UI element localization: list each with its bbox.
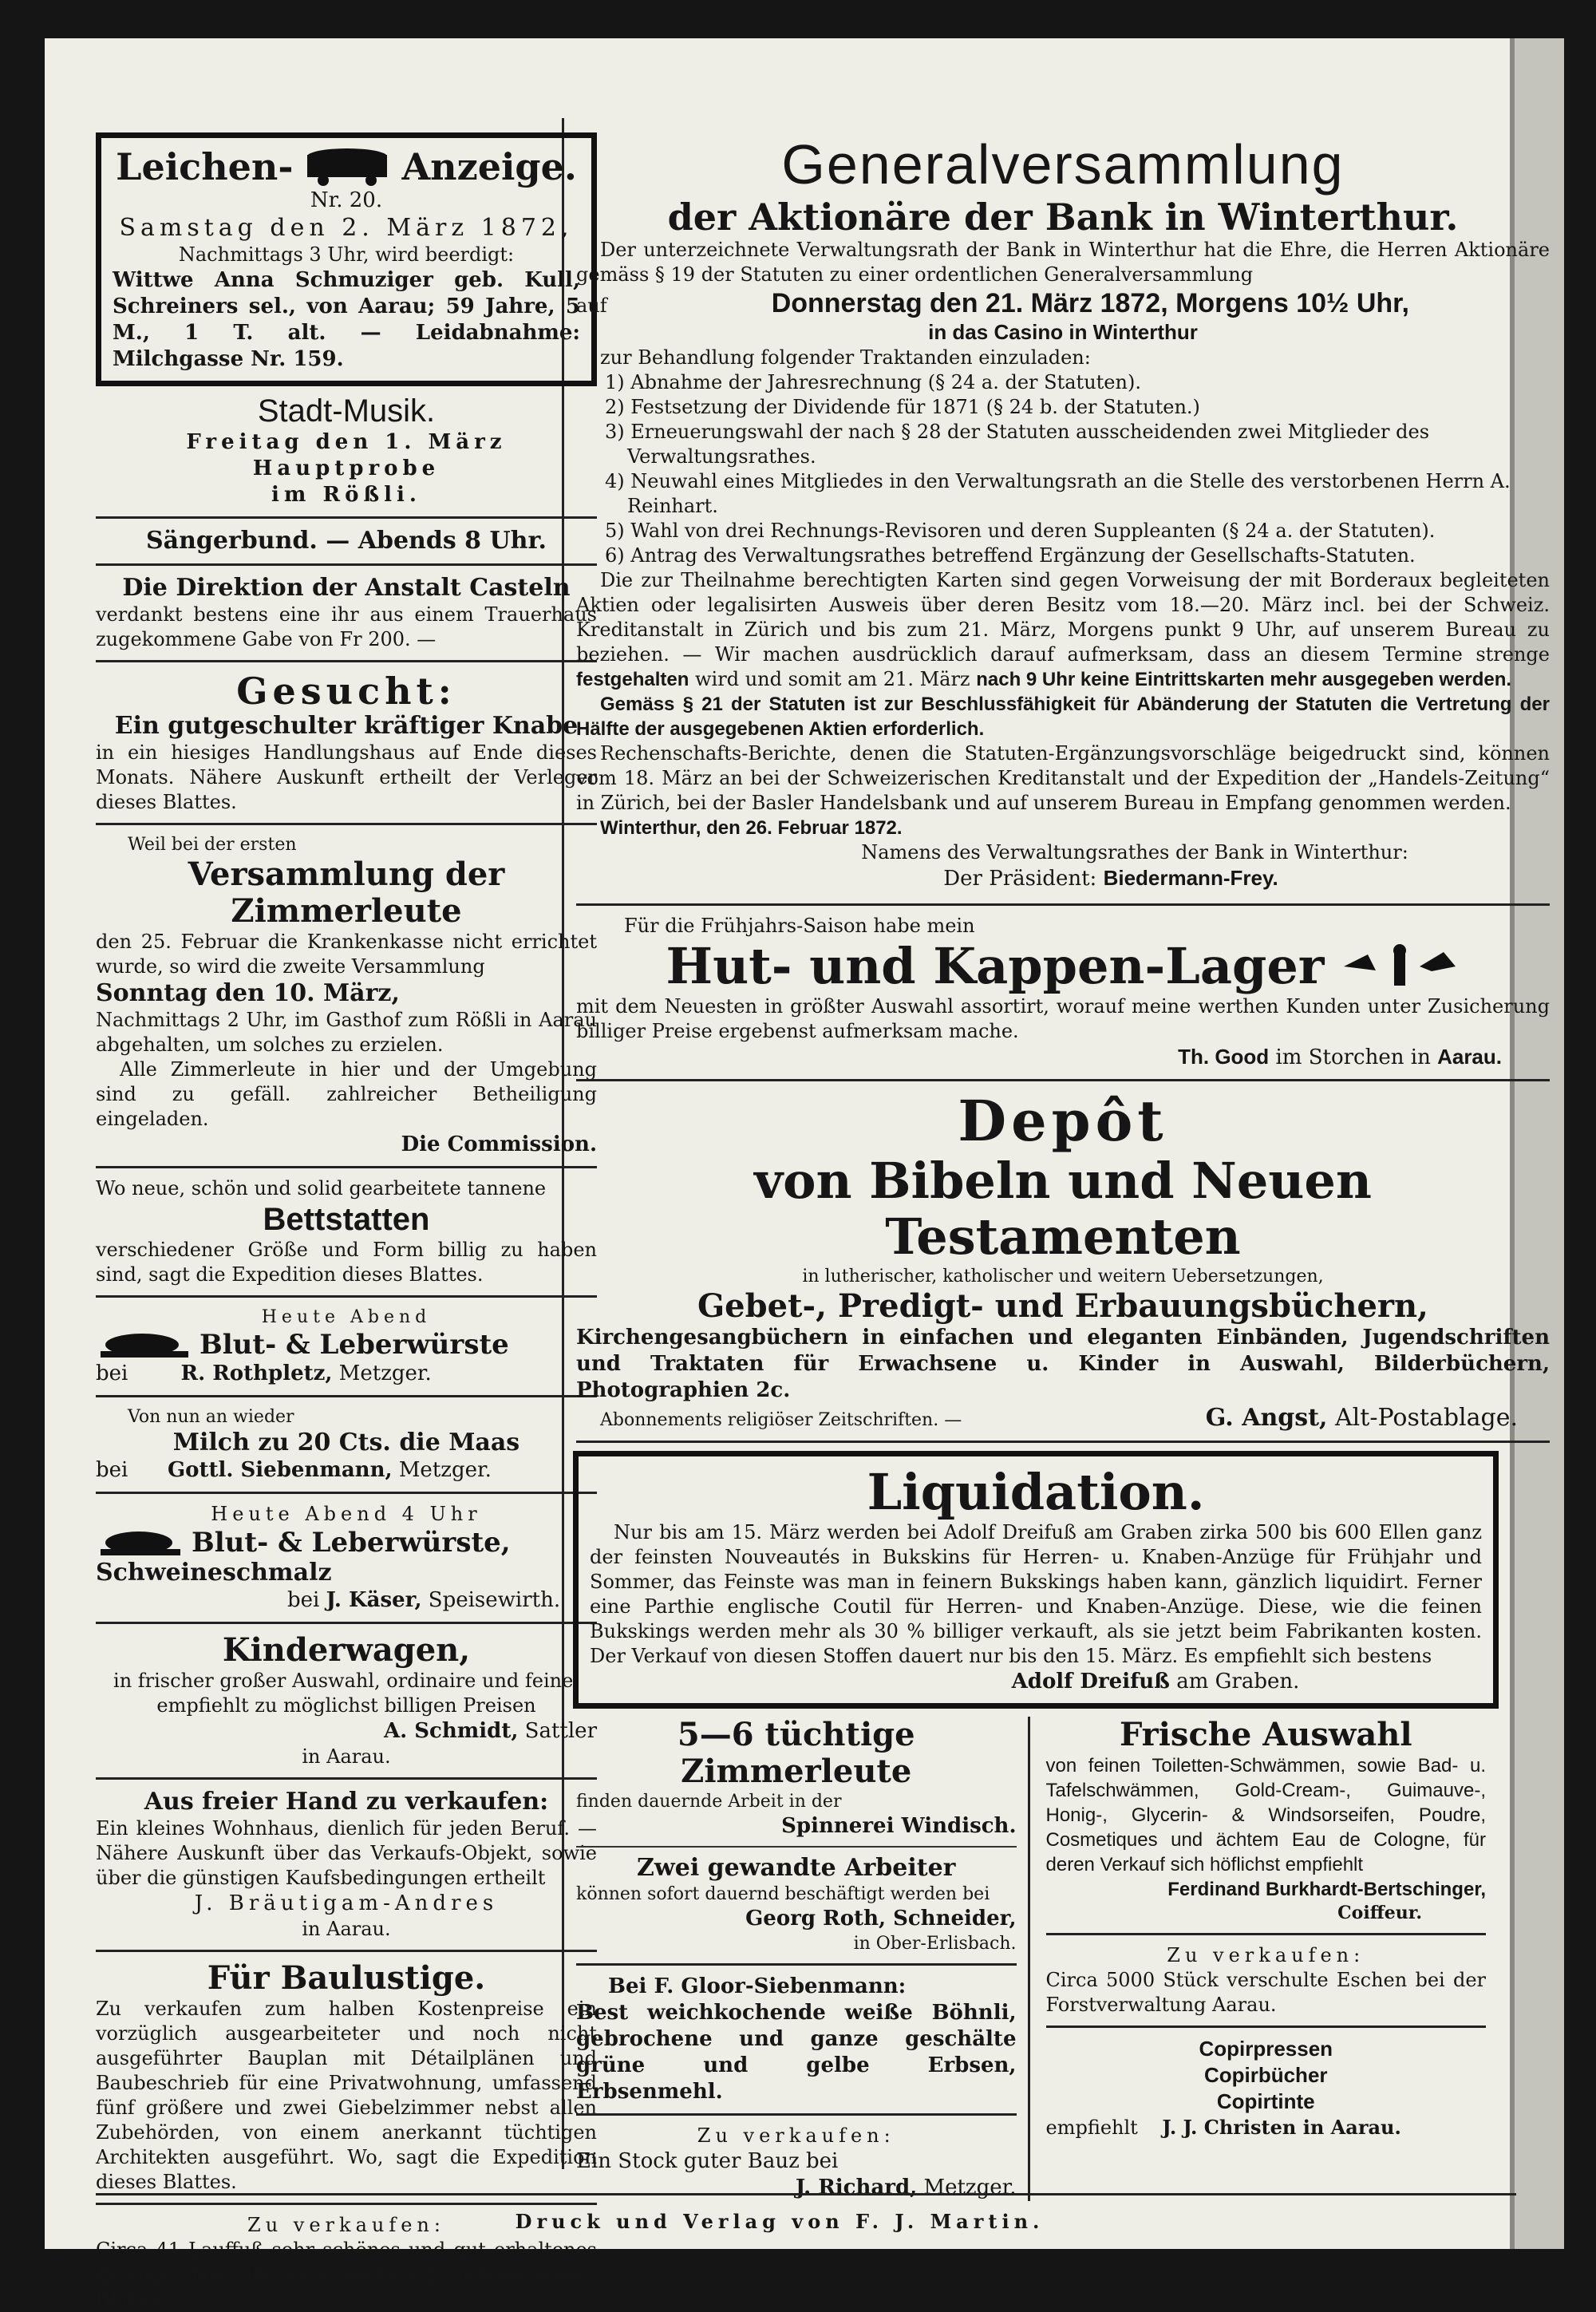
gv-item: 6) Antrag des Verwaltungsrathes betreffend Ergänzung der Gesellschafts-Statuten. xyxy=(605,544,1416,567)
copir-sign xyxy=(1046,2115,1487,2140)
copir-name: J. J. Christen in Aarau. xyxy=(1162,2116,1401,2139)
kinderwagen-trade: Sattler xyxy=(524,1719,597,1743)
baulustige-title: Für Baulustige. xyxy=(207,1959,486,1997)
divider xyxy=(576,903,1550,906)
gv-item: 4) Neuwahl eines Mitgliedes in den Verwaltungsrath an die Stelle des verstorbenen Herrn A. Reinhart. xyxy=(605,470,1511,517)
divider xyxy=(576,1079,1550,1081)
funeral-notice xyxy=(96,132,597,386)
kaeser-row xyxy=(96,1527,597,1559)
liquidation-place: am Graben. xyxy=(1176,1670,1300,1693)
divider xyxy=(96,1622,597,1624)
frische-trade: Coiffeur. xyxy=(1337,1903,1422,1923)
gloor-intro: Bei F. Gloor-Siebenmann: xyxy=(608,1974,907,1998)
copir-l3: Copirtinte xyxy=(1216,2089,1315,2113)
gv-trakt: zur Behandlung folgender Traktanden einzuladen: xyxy=(600,346,1091,369)
zimmerleute-text1: den 25. Februar die Krankenkasse nicht errichtet wurde, so wird die zweite Versammlung xyxy=(96,931,597,978)
pig-icon xyxy=(96,1527,184,1559)
gv-p1d: nach 9 Uhr keine Eintrittskarten mehr ausgegeben werden. xyxy=(976,669,1512,690)
liquidation-box xyxy=(573,1451,1499,1709)
gv-intro: Der unterzeichnete Verwaltungsrath der Bank in Winterthur hat die Ehre, die Herren Aktionäre gemäss § 19 der Statuten zu einer ordentlichen Generalversammlung xyxy=(576,239,1550,286)
divider xyxy=(96,1166,597,1168)
kaeser-line1: Heute Abend 4 Uhr xyxy=(211,1503,482,1525)
rothpletz-pre: bei xyxy=(96,1362,128,1385)
freihand-text: Ein kleines Wohnhaus, dienlich für jeden Beruf. — Nähere Auskunft über das Verkaufs-Objekt, sowie über die günstigen Kaufsbedingungen ertheilt xyxy=(96,1817,597,1889)
divider xyxy=(96,1492,597,1494)
divider xyxy=(1046,1933,1487,1935)
siebenmann-trade: Metzger. xyxy=(398,1458,492,1482)
gv-item: 1) Abnahme der Jahresrechnung (§ 24 a. der Statuten). xyxy=(605,371,1141,393)
funeral-number: Nr. 20. xyxy=(310,188,383,212)
depot-title1: Depôt xyxy=(958,1088,1168,1154)
right-column xyxy=(576,132,1550,2201)
arbeiter-title: Zwei gewandte Arbeiter xyxy=(637,1854,956,1882)
siebenmann-name: Gottl. Siebenmann, xyxy=(167,1458,393,1482)
rothpletz-sign xyxy=(96,1361,597,1387)
zimmerleute-text3: Alle Zimmerleute in hier und der Umgebung sind zu gefäll. zahlreicher Betheiligung eingeladen. xyxy=(96,1058,597,1130)
pig-icon xyxy=(96,1329,192,1361)
divider xyxy=(1046,2025,1487,2028)
rothpletz-name: R. Rothpletz, xyxy=(180,1362,333,1385)
divider xyxy=(96,1950,597,1952)
hut-mid: im Storchen in xyxy=(1275,1045,1431,1069)
divider xyxy=(96,516,597,519)
gv-p3: Rechenschafts-Berichte, denen die Statuten-Ergänzungsvorschläge beigedruckt sind, können vom 18. März an bei der Schweizerischen Kreditanstalt und der Expedition der „Handels-Zeitung“ in Zürich, bei der Basler Handelsbank und auf unserem Bureau in Empfang genommen werden. xyxy=(576,742,1550,814)
gv-title: Generalversammlung xyxy=(781,133,1345,196)
siebenmann-line1: Von nun an wieder xyxy=(128,1407,294,1427)
zimmerleute2-title: 5—6 tüchtige Zimmerleute xyxy=(677,1716,915,1790)
bauz-name: J. Richard, xyxy=(795,2176,918,2199)
gv-item: 5) Wahl von drei Rechnungs-Revisoren und deren Suppleanten (§ 24 a. der Statuten). xyxy=(605,520,1436,542)
stadtmusik-title: Stadt-Musik. xyxy=(257,393,436,429)
funeral-text: Wittwe Anna Schmuziger geb. Kull, Schreiners sel., von Aarau; 59 Jahre, 5 M., 1 T. alt. — Leidabnahme: Milchgasse Nr. 159. xyxy=(113,268,580,371)
depot-line4: Abonnements religiöser Zeitschriften. — xyxy=(600,1410,962,1430)
gv-auf: auf xyxy=(576,294,607,317)
gv-sign2-pre: Der Präsident: xyxy=(943,867,1097,891)
gv-p1c: wird und somit am 21. März xyxy=(695,668,970,690)
gv-items xyxy=(576,370,1550,568)
liquidation-title: Liquidation. xyxy=(867,1463,1205,1521)
gv-p2: Gemäss § 21 der Statuten ist zur Beschlussfähigkeit für Abänderung der Statuten die Vertretung der Hälfte der ausgegebenen Aktien erforderlich. xyxy=(576,694,1550,740)
bauz-text: Ein Stock guter Bauz bei xyxy=(576,2149,839,2173)
divider xyxy=(576,1963,1017,1966)
eschen-text: Circa 5000 Stück verschulte Eschen bei der Forstverwaltung Aarau. xyxy=(1045,1969,1486,2016)
saengerbund: Sängerbund. — Abends 8 Uhr. xyxy=(146,527,547,555)
kinderwagen-sign xyxy=(96,1718,597,1745)
frische-title: Frische Auswahl xyxy=(1119,1716,1412,1753)
kaeser-trade: Speisewirth. xyxy=(428,1588,561,1612)
arbeiter-place: in Ober-Erlisbach. xyxy=(853,1934,1017,1954)
hut-name: Th. Good xyxy=(1178,1045,1270,1069)
gv-item: 3) Erneuerungswahl der nach § 28 der Statuten ausscheidenden zwei Mitglieder des Verwaltungsrathes. xyxy=(605,421,1430,468)
freihand-name: J. Bräutigam-Andres xyxy=(194,1891,499,1915)
liquidation-sign xyxy=(590,1669,1482,1695)
gv-item: 2) Festsetzung der Dividende für 1871 (§ 24 b. der Statuten.) xyxy=(605,396,1200,418)
frische-name: Ferdinand Burkhardt-Bertschinger, xyxy=(1167,1879,1486,1900)
gv-date-row xyxy=(576,287,1550,319)
bauz-title: Zu verkaufen: xyxy=(697,2124,895,2147)
depot-sign xyxy=(1206,1404,1550,1433)
bettstatten-text: verschiedener Größe und Form billig zu haben sind, sagt die Expedition dieses Blattes. xyxy=(96,1239,597,1286)
gv-p1 xyxy=(576,568,1550,692)
rothpletz-line2: Blut- & Leberwürste xyxy=(200,1329,509,1361)
eisengelaender-text: Circa 41 Lauffuß sehr schönes und gut erhaltenes Eisengeländer. Bei wem, sagt die Expedition dieses Blattes. xyxy=(96,2239,597,2310)
divider xyxy=(96,1395,597,1397)
depot-name: G. Angst, xyxy=(1205,1404,1328,1432)
copir-pre: empfiehlt xyxy=(1045,2116,1138,2139)
arbeiter-name: Georg Roth, Schneider, xyxy=(745,1907,1017,1931)
kaeser-name: J. Käser, xyxy=(326,1588,422,1612)
gv-sign1: Namens des Verwaltungsrathes der Bank in Winterthur: xyxy=(861,841,1408,864)
divider xyxy=(96,660,597,662)
divider xyxy=(96,1777,597,1780)
hut-intro: Für die Frühjahrs-Saison habe mein xyxy=(624,915,975,937)
newspaper-page xyxy=(45,38,1564,2310)
arbeiter-text: können sofort dauernd beschäftigt werden bei xyxy=(576,1884,990,1904)
kinderwagen-text: in frischer großer Auswahl, ordinaire und feine, empfiehlt zu möglichst billigen Preisen xyxy=(113,1670,579,1717)
zimmerleute2-firm: Spinnerei Windisch. xyxy=(781,1814,1017,1838)
funeral-title xyxy=(113,146,580,188)
zimmerleute-title: Versammlung der Zimmerleute xyxy=(188,856,505,930)
gv-date: Donnerstag den 21. März 1872, Morgens 10½ Uhr, xyxy=(771,288,1409,318)
gv-subtitle: der Aktionäre der Bank in Winterthur. xyxy=(667,196,1459,239)
hut-text: mit dem Neuesten in größter Auswahl assortirt, worauf meine werthen Kunden unter Zusicherung billiger Preise ergebenst aufmerksam mache. xyxy=(576,995,1550,1042)
divider xyxy=(576,1846,1017,1848)
divider xyxy=(576,2113,1017,2116)
liquidation-name: Adolf Dreifuß xyxy=(1011,1670,1170,1693)
hat-icon xyxy=(1340,943,1460,990)
gloor-text: Best weichkochende weiße Böhnli, gebrochene und ganze geschälte grüne und gelbe Erbsen, Erbsenmehl. xyxy=(576,2001,1017,2104)
hut-sign xyxy=(576,1044,1550,1071)
stadtmusik-line2: im Rößli. xyxy=(271,483,421,507)
gesucht-title: Gesucht: xyxy=(236,670,456,713)
zimmerleute-date: Sonntag den 10. März, xyxy=(96,979,400,1007)
gesucht-sub: Ein gutgeschulter kräftiger Knabe xyxy=(114,712,579,740)
divider xyxy=(96,563,597,566)
kaeser-pre: bei xyxy=(287,1588,320,1612)
kinderwagen-title: Kinderwagen, xyxy=(222,1631,471,1669)
zimmerleute2-text: finden dauernde Arbeit in der xyxy=(576,1792,842,1812)
casteln-title: Die Direktion der Anstalt Casteln xyxy=(122,574,571,602)
funeral-title-a: Leichen- xyxy=(116,145,294,188)
hut-title-row xyxy=(576,939,1550,994)
divider xyxy=(96,1295,597,1298)
depot-line2: Gebet-, Predigt- und Erbauungsbüchern, xyxy=(697,1287,1428,1325)
bauz-trade: Metzger. xyxy=(923,2176,1017,2199)
divider xyxy=(96,823,597,825)
freihand-title: Aus freier Hand zu verkaufen: xyxy=(144,1788,549,1816)
kaeser-sign xyxy=(96,1587,597,1614)
imprint-rule xyxy=(96,2193,1516,2195)
liquidation-text: Nur bis am 15. März werden bei Adolf Dreifuß am Graben zirka 500 bis 600 Ellen ganz der feinsten Nouveautés in Bukskins für Herren- u. Knaben-Anzüge für Frühjahr und Sommer, das Feinste was man in feinern Bukskings haben kann, gänzlich liquidirt. Ferner eine Parthie englische Coutil für Herren- und Knaben-Anzüge. Diese, wie die feinen Bukskings werden mehr als 30 % billiger verkauft, als sie jetzt beim Fabrikanten kosten. Der Verkauf von diesen Stoffen dauert nur bis den 15. März. Es empfiehlt sich bestens xyxy=(590,1521,1482,1667)
gesucht-text: in ein hiesiges Handlungshaus auf Ende dieses Monats. Nähere Auskunft ertheilt der Verleger dieses Blattes. xyxy=(96,741,597,813)
baulustige-text: Zu verkaufen zum halben Kostenpreise ein vorzüglich ausgearbeiteter und noch nicht ausgeführter Bauplan mit Détailplänen und Baubeschrieb für eine Privatwohnung, umfassend fünf größere und zwei Giebelzimmer nebst allen Zubehörden, von einem anerkannt tüchtigen Architekten ausgeführt. Wo, sagt die Expedition dieses Blattes. xyxy=(96,1998,597,2193)
bettstatten-intro: Wo neue, schön und solid gearbeitete tannene xyxy=(96,1177,547,1199)
gv-sign2-name: Biedermann-Frey. xyxy=(1103,866,1278,890)
rothpletz-line1: Heute Abend xyxy=(261,1307,432,1327)
kaeser-line2: Blut- & Leberwürste, xyxy=(192,1527,511,1559)
zimmerleute-sign: Die Commission. xyxy=(401,1132,597,1156)
gv-sign2 xyxy=(576,865,1550,892)
depot-line1: in lutherischer, katholischer und weitern Uebersetzungen, xyxy=(802,1267,1324,1286)
funeral-title-b: Anzeige. xyxy=(401,145,577,188)
divider xyxy=(576,1441,1550,1443)
kinderwagen-place: in Aarau. xyxy=(302,1745,391,1768)
gv-place: in das Casino in Winterthur xyxy=(928,320,1198,344)
casteln-text: verdankt bestens eine ihr aus einem Trauerhaus zugekommene Gabe von Fr 200. — xyxy=(96,603,597,650)
left-column xyxy=(96,132,597,2312)
bottom-right xyxy=(1046,1717,1487,2201)
bottom-two-columns xyxy=(576,1717,1486,2201)
hearse-icon xyxy=(299,147,395,187)
gv-p1a: Die zur Theilnahme berechtigten Karten sind gegen Vorweisung der mit Borderaux begleiteten Aktien oder legalisirten Ausweis über deren Besitz vom 18.—20. März incl. bei der Schweiz. Kreditanstalt in Zürich und bis zum 21. März, Morgens punkt 9 Uhr, auf unserem Bureau zu beziehen. — Wir machen ausdrücklich darauf aufmerksam, dass an diesem Termine strenge xyxy=(576,569,1550,666)
depot-title2: von Bibeln und Neuen Testamenten xyxy=(754,1152,1372,1266)
siebenmann-sign xyxy=(96,1457,597,1484)
freihand-place: in Aarau. xyxy=(302,1918,391,1940)
hut-place: Aarau. xyxy=(1437,1045,1502,1069)
imprint: Druck und Verlag von F. J. Martin. xyxy=(515,2210,1045,2233)
siebenmann-line2: Milch zu 20 Cts. die Maas xyxy=(172,1429,520,1456)
copir-l1: Copirpressen xyxy=(1199,2037,1333,2061)
depot-line3: Kirchengesangbüchern in einfachen und eleganten Einbänden, Jugendschriften und Traktaten für Erwachsene u. Kinder in Auswahl, Bilderbüchern, Photographien 2c. xyxy=(576,1326,1550,1402)
eisengelaender-title: Zu verkaufen: xyxy=(247,2214,445,2236)
eschen-title: Zu verkaufen: xyxy=(1167,1944,1365,1966)
siebenmann-pre: bei xyxy=(96,1458,128,1482)
kinderwagen-name: A. Schmidt, xyxy=(383,1719,519,1743)
copir-l2: Copirbücher xyxy=(1203,2063,1328,2087)
funeral-time: Nachmittags 3 Uhr, wird beerdigt: xyxy=(178,243,515,266)
kaeser-line3: Schweineschmalz xyxy=(96,1559,332,1587)
frische-text: von feinen Toiletten-Schwämmen, sowie Bad- u. Tafelschwämmen, Gold-Cream-, Guimauve-, Honig-, Glycerin- & Windsorseifen, Poudre, Cosmetiques und ächtem Eau de Cologne, für deren Verkauf sich höflichst empfiehlt xyxy=(1045,1755,1486,1875)
gv-p1b: festgehalten xyxy=(576,669,689,690)
depot-sign-row xyxy=(576,1404,1550,1433)
rothpletz-row xyxy=(96,1329,597,1361)
stadtmusik-line1: Freitag den 1. März Hauptprobe xyxy=(186,430,507,480)
zimmerleute-intro: Weil bei der ersten xyxy=(128,835,297,855)
bettstatten-title: Bettstatten xyxy=(263,1202,430,1237)
rothpletz-trade: Metzger. xyxy=(338,1362,432,1385)
bottom-left xyxy=(576,1717,1030,2201)
funeral-date: Samstag den 2. März 1872, xyxy=(119,214,574,242)
divider xyxy=(96,2203,597,2205)
zimmerleute-text2: Nachmittags 2 Uhr, im Gasthof zum Rößli in Aarau abgehalten, um solches zu erzielen. xyxy=(96,1009,597,1056)
gv-place-date: Winterthur, den 26. Februar 1872. xyxy=(600,817,903,839)
depot-place: Alt-Postablage. xyxy=(1335,1404,1518,1432)
hut-title: Hut- und Kappen-Lager xyxy=(666,937,1325,995)
bauz-sign xyxy=(576,2175,1017,2201)
